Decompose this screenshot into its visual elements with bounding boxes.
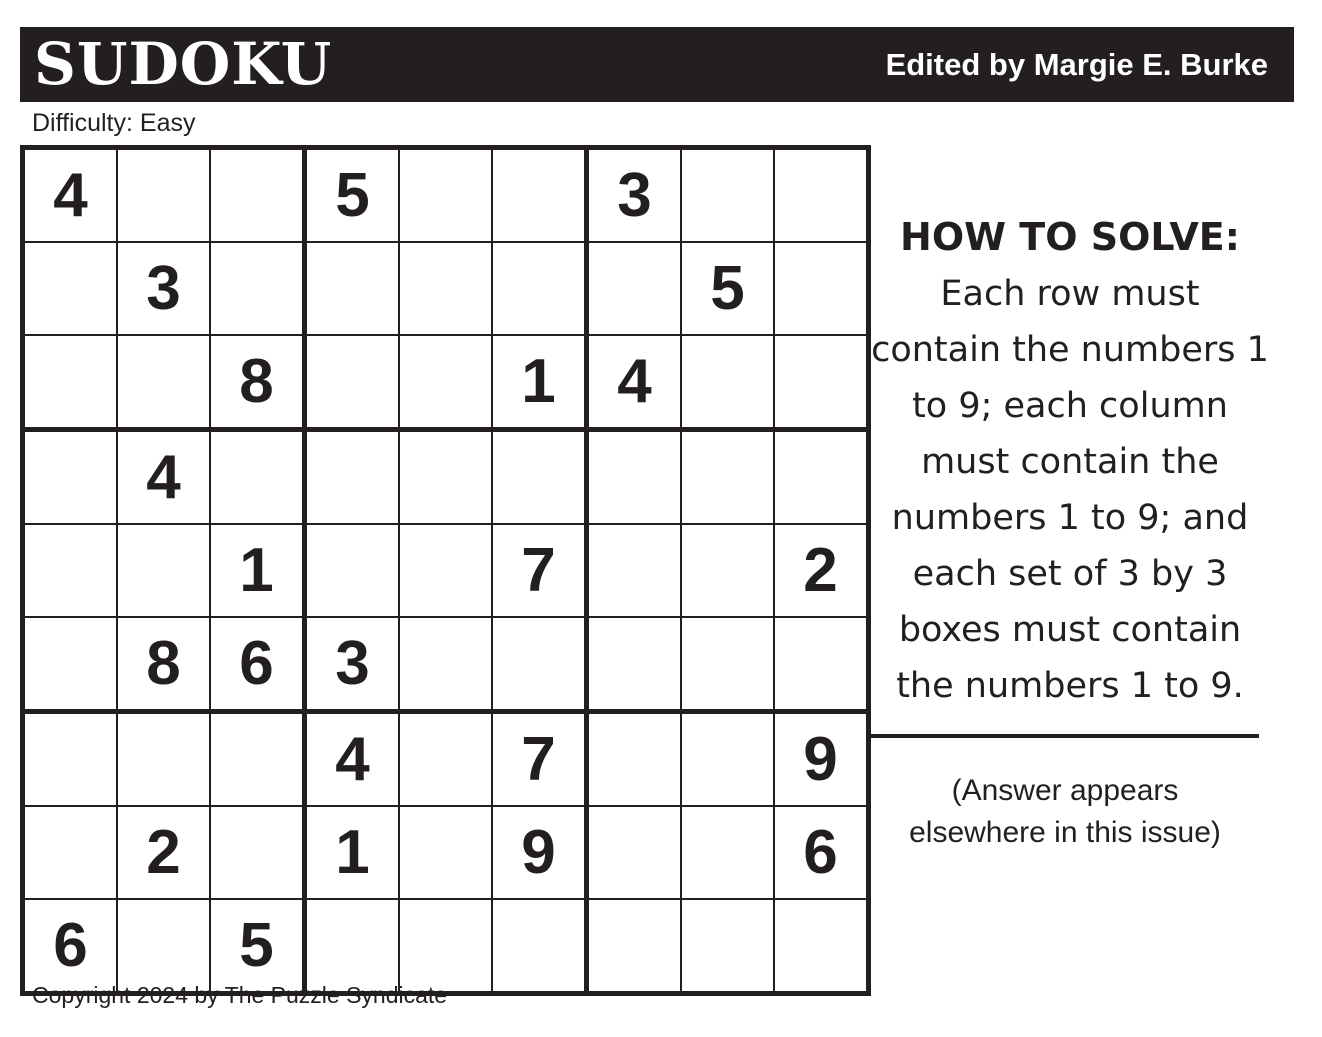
empty-cell[interactable] [210,148,305,243]
given-cell: 7 [492,712,587,807]
empty-cell[interactable] [774,617,869,712]
given-cell: 4 [587,335,682,430]
empty-cell[interactable] [399,806,492,899]
empty-cell[interactable] [117,712,210,807]
empty-cell[interactable] [681,148,774,243]
answer-note: (Answer appears elsewhere in this issue) [909,774,1221,849]
empty-cell[interactable] [492,899,587,994]
empty-cell[interactable] [587,242,682,335]
empty-cell[interactable] [210,806,305,899]
empty-cell[interactable] [23,806,118,899]
empty-cell[interactable] [587,899,682,994]
divider [870,734,1259,738]
grid-row [23,806,869,899]
given-cell: 9 [492,806,587,899]
empty-cell[interactable] [399,335,492,430]
empty-cell[interactable] [23,335,118,430]
grid-row [23,617,869,712]
empty-cell[interactable] [23,430,118,525]
empty-cell[interactable] [587,617,682,712]
empty-cell[interactable] [587,430,682,525]
instructions-panel [870,212,1270,714]
empty-cell[interactable] [587,806,682,899]
editor-credit: Edited by Margie E. Burke [885,47,1268,82]
given-cell: 8 [210,335,305,430]
empty-cell[interactable] [681,430,774,525]
instructions-title: HOW TO SOLVE: [900,215,1240,259]
empty-cell[interactable] [399,242,492,335]
given-cell: 1 [492,335,587,430]
empty-cell[interactable] [399,430,492,525]
empty-cell[interactable] [681,806,774,899]
empty-cell[interactable] [492,617,587,712]
instructions-body: Each row must contain the numbers 1 to 9; each column must contain the numbers 1 to 9; and each set of 3 by 3 boxes must contain the numbers 1 to 9. [871,274,1269,706]
grid-row [23,430,869,525]
sudoku-grid-table [20,145,871,996]
empty-cell[interactable] [774,335,869,430]
empty-cell[interactable] [681,617,774,712]
empty-cell[interactable] [587,712,682,807]
empty-cell[interactable] [117,524,210,617]
given-cell: 5 [210,899,305,994]
empty-cell[interactable] [305,335,400,430]
given-cell: 6 [210,617,305,712]
empty-cell[interactable] [681,712,774,807]
empty-cell[interactable] [210,242,305,335]
given-cell: 4 [305,712,400,807]
given-cell: 5 [681,242,774,335]
header-bar [20,27,1294,102]
sudoku-logo: SUDOKU [34,30,333,98]
given-cell: 3 [305,617,400,712]
given-cell: 2 [774,524,869,617]
empty-cell[interactable] [399,524,492,617]
empty-cell[interactable] [492,242,587,335]
empty-cell[interactable] [23,617,118,712]
given-cell: 1 [305,806,400,899]
given-cell: 3 [587,148,682,243]
empty-cell[interactable] [117,335,210,430]
copyright-text: Copyright 2024 by The Puzzle Syndicate [32,982,448,1008]
given-cell: 2 [117,806,210,899]
empty-cell[interactable] [399,617,492,712]
given-cell: 4 [23,148,118,243]
empty-cell[interactable] [492,148,587,243]
given-cell: 8 [117,617,210,712]
given-cell: 9 [774,712,869,807]
empty-cell[interactable] [492,430,587,525]
empty-cell[interactable] [305,242,400,335]
difficulty-label: Difficulty: Easy [32,109,196,137]
given-cell: 6 [774,806,869,899]
empty-cell[interactable] [117,148,210,243]
given-cell: 4 [117,430,210,525]
grid-row [23,712,869,807]
empty-cell[interactable] [399,148,492,243]
given-cell: 6 [23,899,118,994]
empty-cell[interactable] [23,242,118,335]
empty-cell[interactable] [681,899,774,994]
empty-cell[interactable] [210,712,305,807]
empty-cell[interactable] [774,899,869,994]
given-cell: 1 [210,524,305,617]
empty-cell[interactable] [681,524,774,617]
empty-cell[interactable] [23,524,118,617]
empty-cell[interactable] [305,430,400,525]
empty-cell[interactable] [305,524,400,617]
empty-cell[interactable] [210,430,305,525]
empty-cell[interactable] [774,148,869,243]
empty-cell[interactable] [399,712,492,807]
empty-cell[interactable] [774,242,869,335]
given-cell: 3 [117,242,210,335]
grid-row [23,148,869,243]
sudoku-grid [20,145,854,979]
empty-cell[interactable] [23,712,118,807]
grid-row [23,335,869,430]
grid-row [23,524,869,617]
empty-cell[interactable] [774,430,869,525]
empty-cell[interactable] [587,524,682,617]
empty-cell[interactable] [681,335,774,430]
grid-row [23,242,869,335]
given-cell: 5 [305,148,400,243]
given-cell: 7 [492,524,587,617]
